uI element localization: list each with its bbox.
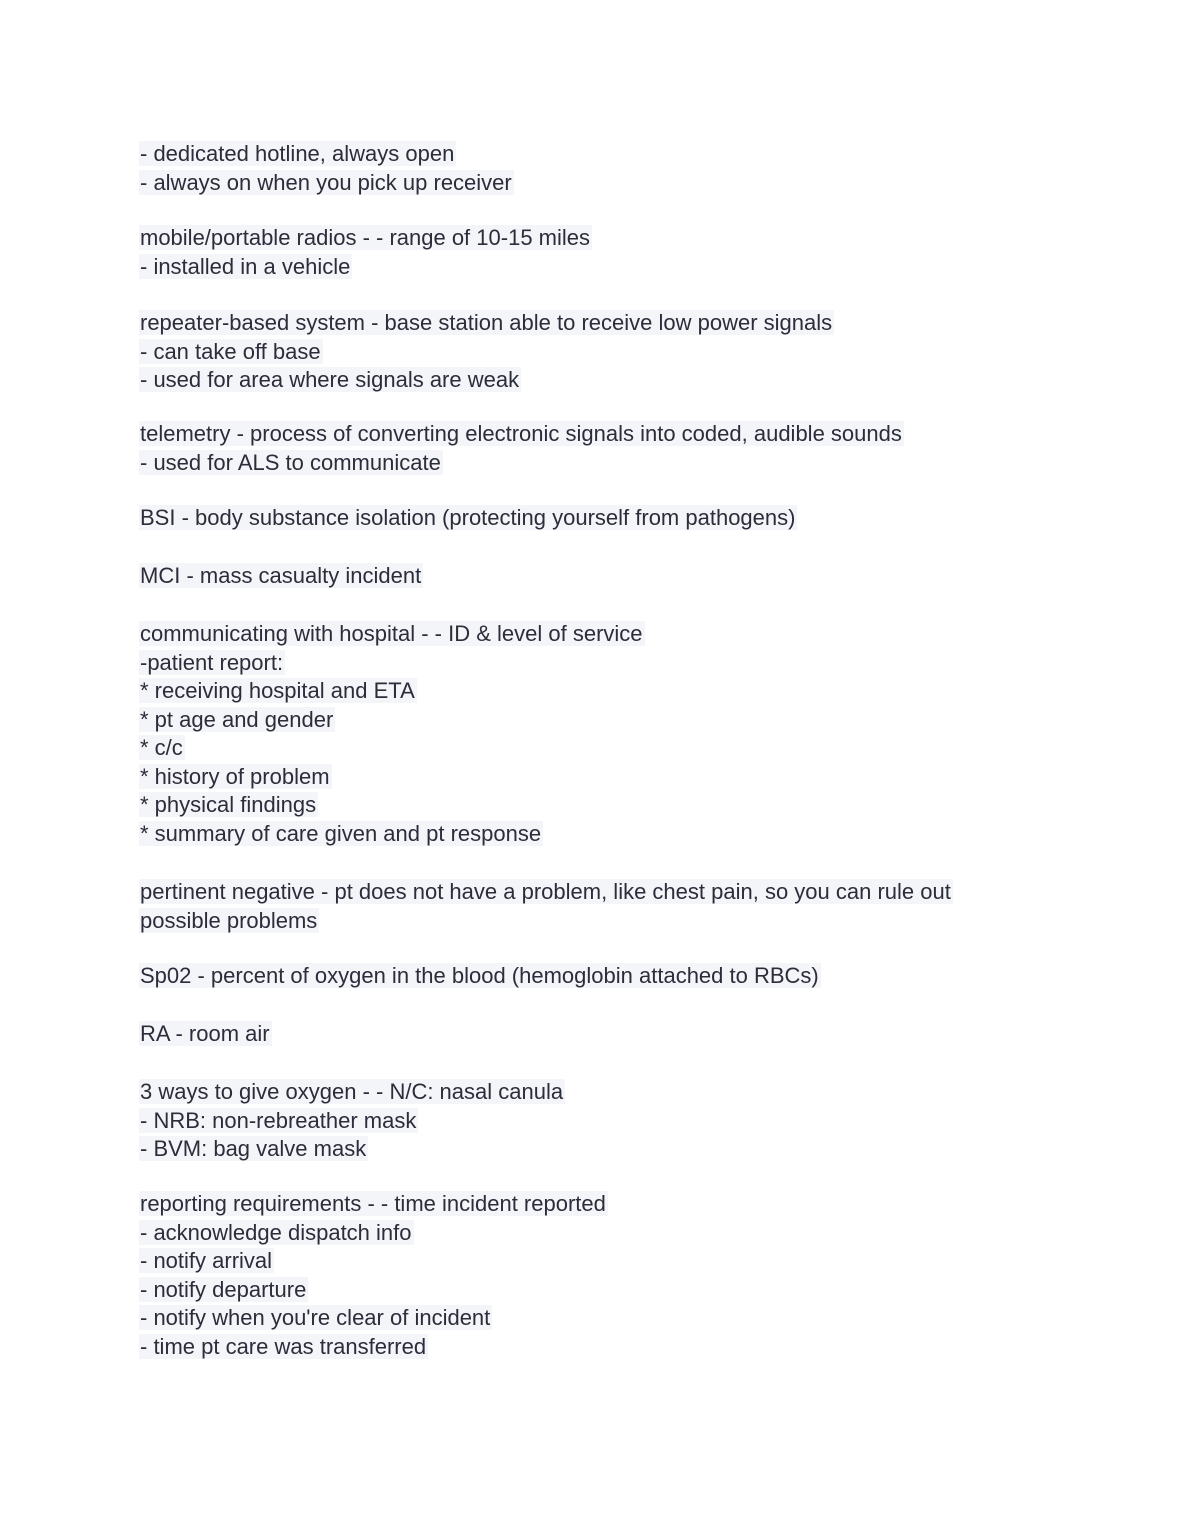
note-block-pertinent-negative — [139, 878, 1039, 935]
note-block-spo2 — [139, 962, 1039, 991]
note-line: BSI - body substance isolation (protecting yourself from pathogens) — [140, 505, 796, 530]
note-line: - time pt care was transferred — [140, 1333, 427, 1359]
note-line: - used for area where signals are weak — [140, 367, 520, 392]
note-line: MCI - mass casualty incident — [140, 563, 422, 588]
note-line: mobile/portable radios - - range of 10-15 miles — [140, 225, 591, 250]
note-line: - NRB: non-rebreather mask — [140, 1107, 417, 1133]
note-line: reporting requirements - - time incident reported — [140, 1191, 606, 1216]
note-block-repeater — [139, 309, 1039, 395]
note-line: - notify departure — [140, 1276, 307, 1302]
note-line: - dedicated hotline, always open — [140, 141, 455, 166]
note-line: - installed in a vehicle — [140, 253, 351, 279]
note-line: - notify arrival — [140, 1248, 273, 1273]
note-line: - notify when you're clear of incident — [140, 1305, 491, 1330]
note-block-hotline — [139, 140, 1039, 197]
note-line: * summary of care given and pt response — [140, 820, 542, 846]
note-line: - used for ALS to communicate — [140, 449, 441, 475]
note-block-room-air — [139, 1020, 1039, 1049]
note-line: repeater-based system - base station able to receive low power signals — [140, 310, 833, 335]
note-line: communicating with hospital - - ID & level of service — [140, 621, 643, 646]
note-line: * receiving hospital and ETA — [140, 678, 415, 703]
note-block-bsi — [139, 504, 1039, 533]
note-line: pertinent negative - pt does not have a problem, like chest pain, so you can rule out — [140, 879, 951, 904]
note-block-oxygen — [139, 1078, 1039, 1164]
note-line: * physical findings — [140, 792, 317, 817]
note-line: - always on when you pick up receiver — [140, 169, 512, 195]
note-line: possible problems — [140, 907, 318, 933]
note-line: -patient report: — [140, 649, 284, 675]
note-line: 3 ways to give oxygen - - N/C: nasal canula — [140, 1079, 564, 1104]
note-block-telemetry — [139, 420, 1039, 477]
note-line: - BVM: bag valve mask — [140, 1136, 367, 1161]
note-block-mci — [139, 562, 1039, 591]
note-line: * history of problem — [140, 763, 330, 789]
note-line: - acknowledge dispatch info — [140, 1219, 412, 1245]
note-line: RA - room air — [140, 1021, 270, 1046]
note-line: - can take off base — [140, 338, 321, 364]
note-line: Sp02 - percent of oxygen in the blood (hemoglobin attached to RBCs) — [140, 963, 819, 988]
note-line: telemetry - process of converting electronic signals into coded, audible sounds — [140, 421, 902, 446]
note-line: * pt age and gender — [140, 706, 334, 732]
note-block-radios — [139, 224, 1039, 281]
note-block-hospital — [139, 620, 1039, 848]
note-line: * c/c — [140, 735, 183, 760]
note-block-reporting — [139, 1190, 1039, 1361]
